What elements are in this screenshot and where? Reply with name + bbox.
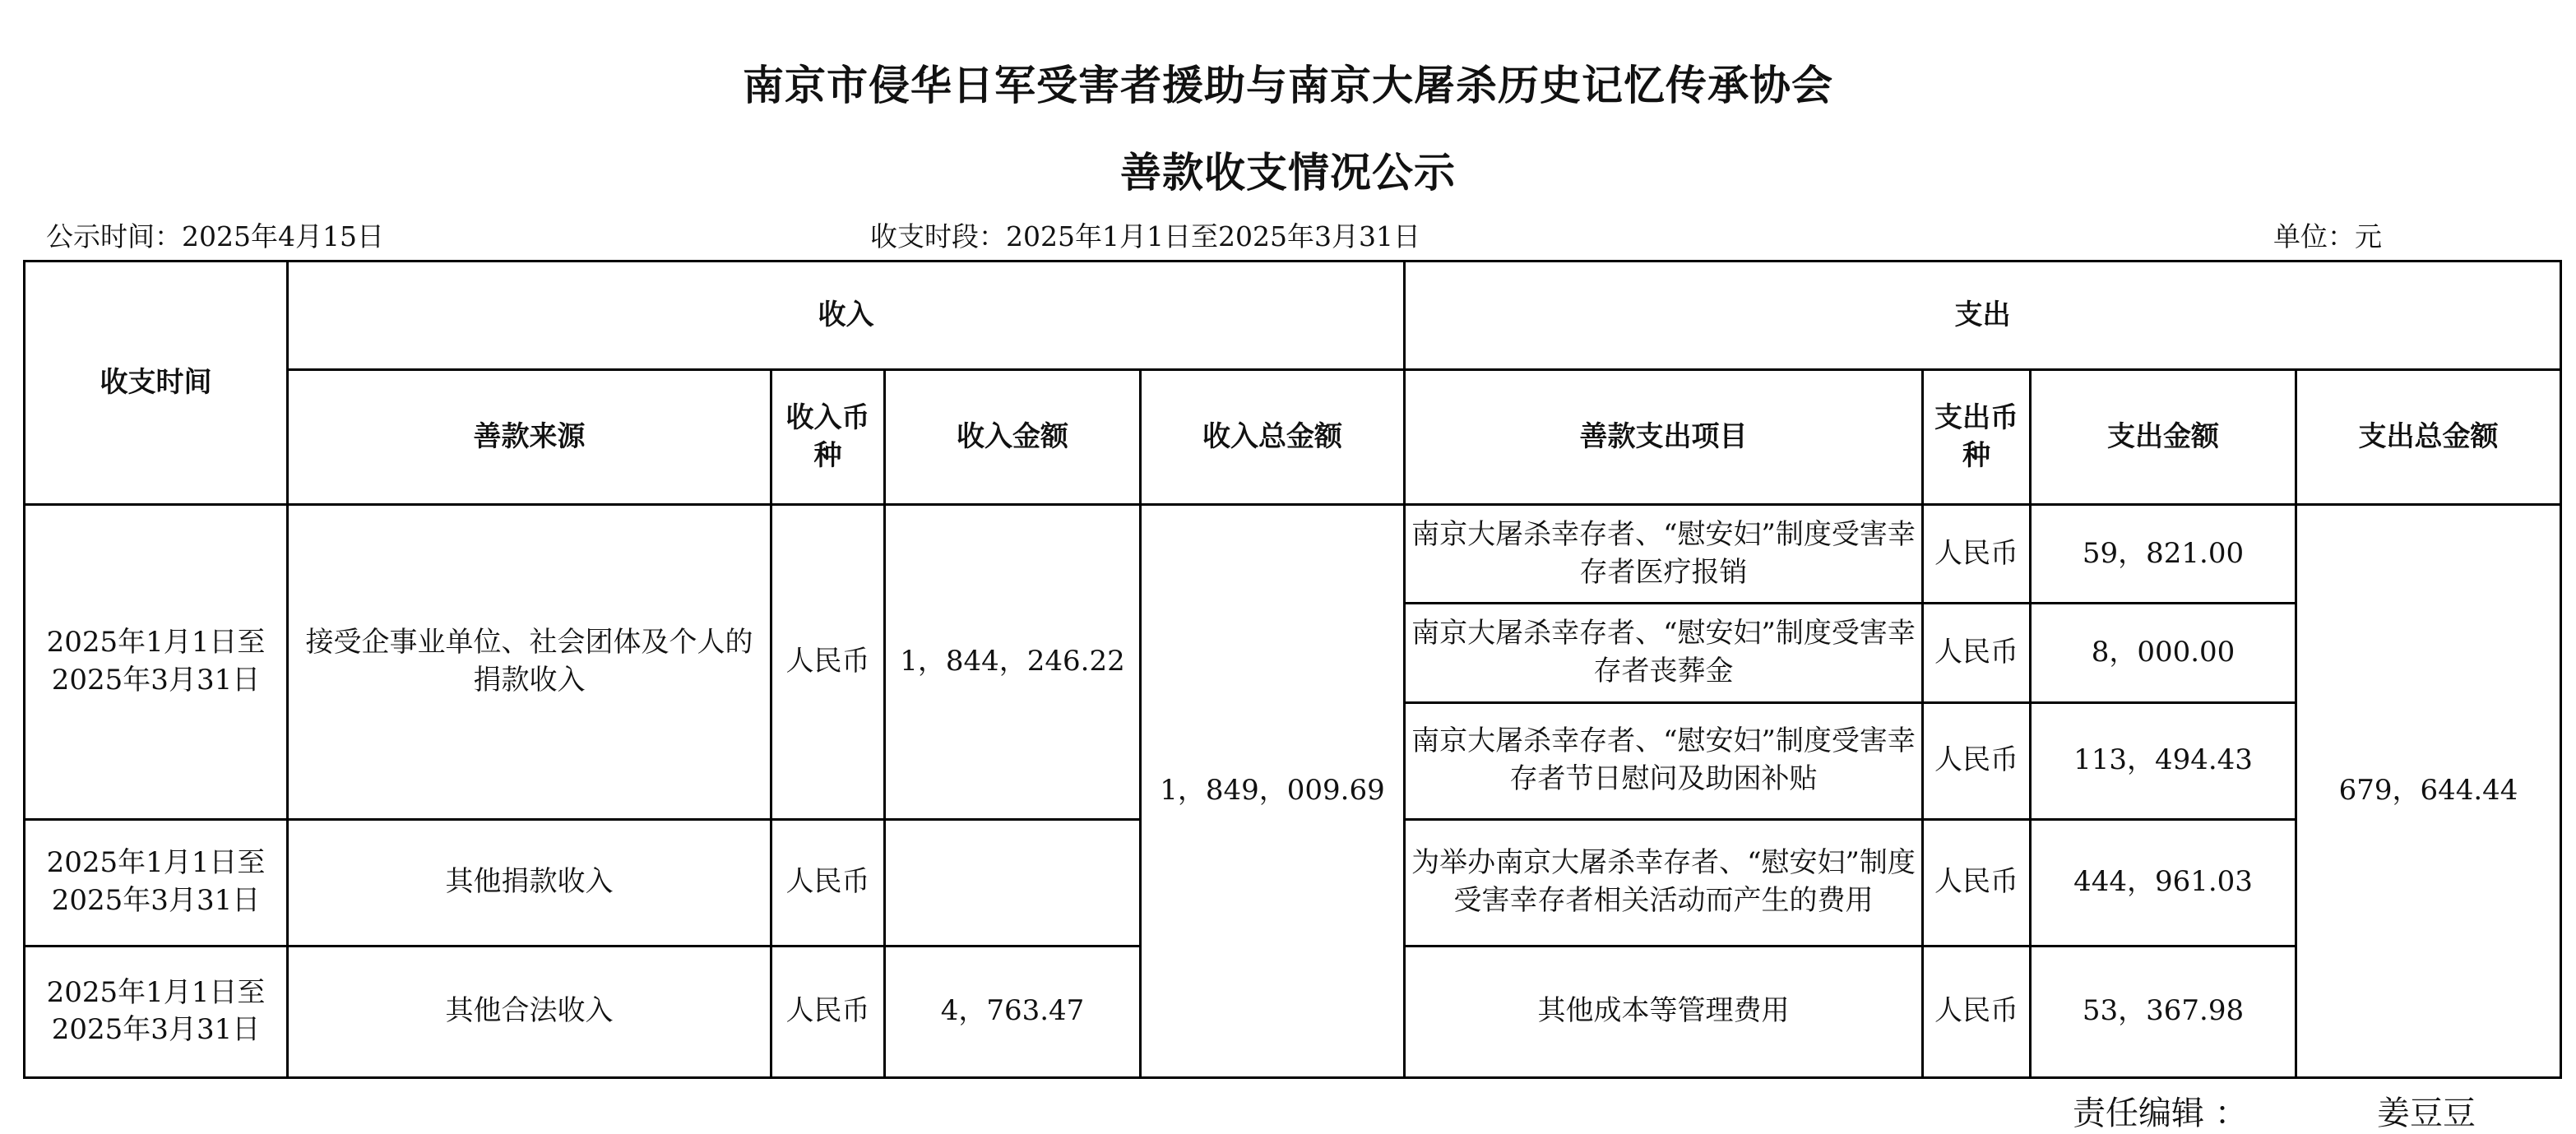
expense-item-1: 南京大屠杀幸存者、“慰安妇”制度受害幸存者医疗报销 [1405, 505, 1923, 604]
expense-item-4: 为举办南京大屠杀幸存者、“慰安妇”制度受害幸存者相关活动而产生的费用 [1405, 819, 1923, 946]
editor-label: 责任编辑 ： [2073, 1095, 2248, 1132]
header-expense-item: 善款支出项目 [1405, 370, 1923, 505]
header-expense-currency: 支出币种 [1923, 370, 2031, 505]
header-income: 收入 [288, 262, 1405, 370]
header-income-currency: 收入币种 [771, 370, 885, 505]
expense-currency-5: 人民币 [1923, 946, 2031, 1077]
finance-table [23, 260, 2562, 1079]
expense-amount-1: 59，821.00 [2031, 505, 2296, 604]
income-amount-3: 4，763.47 [885, 946, 1141, 1077]
header-expense: 支出 [1405, 262, 2561, 370]
income-time-3: 2025年1月1日至2025年3月31日 [25, 946, 288, 1077]
income-source-3: 其他合法收入 [288, 946, 771, 1077]
expense-amount-5: 53，367.98 [2031, 946, 2296, 1077]
income-source-1: 接受企事业单位、社会团体及个人的捐款收入 [288, 505, 771, 819]
document-subtitle: 善款收支情况公示 [1120, 148, 1456, 197]
expense-item-5: 其他成本等管理费用 [1405, 946, 1923, 1077]
income-time-1: 2025年1月1日至2025年3月31日 [25, 505, 288, 819]
document-title: 南京市侵华日军受害者援助与南京大屠杀历史记忆传承协会 [743, 61, 1833, 109]
expense-currency-4: 人民币 [1923, 819, 2031, 946]
expense-amount-3: 113，494.43 [2031, 702, 2296, 819]
header-source: 善款来源 [288, 370, 771, 505]
expense-currency-2: 人民币 [1923, 604, 2031, 702]
income-amount-1: 1，844，246.22 [885, 505, 1141, 819]
header-time: 收支时间 [25, 262, 288, 505]
unit: 单位：元 [2273, 220, 2382, 252]
header-expense-amount: 支出金额 [2031, 370, 2296, 505]
expense-currency-3: 人民币 [1923, 702, 2031, 819]
expense-currency-1: 人民币 [1923, 505, 2031, 604]
period: 收支时段：2025年1月1日至2025年3月31日 [870, 220, 1420, 252]
header-income-amount: 收入金额 [885, 370, 1141, 505]
income-currency-3: 人民币 [771, 946, 885, 1077]
income-source-2: 其他捐款收入 [288, 819, 771, 946]
publish-time: 公示时间：2025年4月15日 [46, 220, 384, 252]
income-time-2: 2025年1月1日至2025年3月31日 [25, 819, 288, 946]
editor-name: 姜豆豆 [2377, 1095, 2476, 1132]
income-amount-2 [885, 819, 1141, 946]
expense-amount-2: 8，000.00 [2031, 604, 2296, 702]
income-currency-1: 人民币 [771, 505, 885, 819]
header-expense-total: 支出总金额 [2296, 370, 2561, 505]
expense-total: 679，644.44 [2296, 505, 2561, 1078]
expense-item-2: 南京大屠杀幸存者、“慰安妇”制度受害幸存者丧葬金 [1405, 604, 1923, 702]
header-income-total: 收入总金额 [1141, 370, 1405, 505]
expense-amount-4: 444，961.03 [2031, 819, 2296, 946]
income-currency-2: 人民币 [771, 819, 885, 946]
expense-item-3: 南京大屠杀幸存者、“慰安妇”制度受害幸存者节日慰问及助困补贴 [1405, 702, 1923, 819]
income-total: 1，849，009.69 [1141, 505, 1405, 1078]
